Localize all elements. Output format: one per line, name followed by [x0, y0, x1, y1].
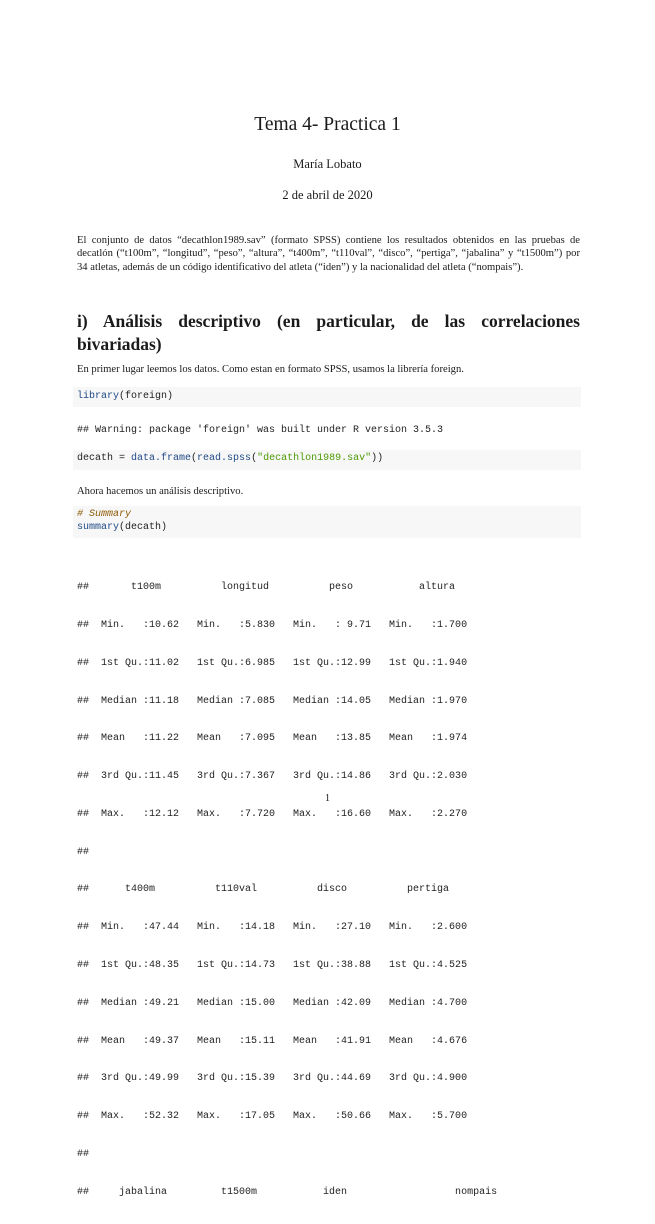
read-data-paragraph: En primer lugar leemos los datos. Como estan en formato SPSS, usamos la librería foreign.	[77, 364, 464, 375]
code-function: read.spss	[197, 453, 252, 464]
output-line: ## Mean :11.22 Mean :7.095 Mean :13.85 Mean :1.974	[77, 733, 480, 745]
document-title: Tema 4- Practica 1	[254, 114, 401, 135]
code-block-read: decath = data.frame(read.spss("decathlon1989.sav"))	[73, 450, 581, 470]
code-block-library	[73, 387, 581, 407]
code-assign: decath =	[77, 453, 132, 464]
code-argument: (foreign)	[119, 391, 174, 402]
page-number: 1	[324, 793, 331, 804]
code-function: library	[77, 391, 120, 402]
document-author: María Lobato	[293, 157, 362, 171]
code-argument: (decath)	[119, 521, 168, 533]
output-line: ##	[77, 846, 480, 858]
warning-output: ## Warning: package 'foreign' was built under R version 3.5.3	[77, 425, 444, 436]
code-block-summary	[73, 506, 581, 538]
output-line: ## 3rd Qu.:11.45 3rd Qu.:7.367 3rd Qu.:14.86 3rd Qu.:2.030	[77, 771, 480, 783]
output-line: ## 1st Qu.:11.02 1st Qu.:6.985 1st Qu.:12.99 1st Qu.:1.940	[77, 657, 480, 669]
output-line: ## jabalina t1500m iden nompais	[77, 1186, 516, 1198]
output-line: ## t400m t110val disco pertiga	[77, 884, 480, 896]
section-heading: i) Análisis descriptivo (en particular, de las correlaciones bivariadas)	[77, 311, 580, 354]
output-line: ## Median :49.21 Median :15.00 Median :42.09 Median :4.700	[77, 997, 480, 1009]
analysis-paragraph: Ahora hacemos un análisis descriptivo.	[77, 486, 244, 497]
output-line: ## Max. :52.32 Max. :17.05 Max. :50.66 Max. :5.700	[77, 1111, 480, 1123]
output-line: ##	[77, 1148, 480, 1160]
output-line: ## 3rd Qu.:49.99 3rd Qu.:15.39 3rd Qu.:44.69 3rd Qu.:4.900	[77, 1073, 480, 1085]
output-line: ## 1st Qu.:48.35 1st Qu.:14.73 1st Qu.:38.88 1st Qu.:4.525	[77, 960, 480, 971]
output-line: ## Min. :47.44 Min. :14.18 Min. :27.10 Min. :2.600	[77, 922, 480, 934]
document-date: 2 de abril de 2020	[282, 188, 373, 202]
intro-paragraph: El conjunto de datos “decathlon1989.sav” (formato SPSS) contiene los resultados obtenidos en las pruebas de decatlón (“t100m”, “longitud”, “peso”, “altura”, “t400m”, “t110val”, “disco”, “pertiga”, “jabalina” y “t1500m”) por 34 atletas, además de un código identificativo del atleta (“iden”) y la nacionalidad del atleta (“nompais”).	[77, 235, 580, 273]
code-function: summary	[77, 521, 120, 533]
output-line: ## Mean :49.37 Mean :15.11 Mean :41.91 Mean :4.676	[77, 1035, 480, 1047]
code-function: data.frame	[131, 453, 192, 464]
output-line: ## Max. :12.12 Max. :7.720 Max. :16.60 Max. :2.270	[77, 808, 480, 820]
code-string: "decathlon1989.sav"	[257, 453, 372, 464]
output-line: ## Min. :10.62 Min. :5.830 Min. : 9.71 Min. :1.700	[77, 619, 480, 631]
output-line: ## Median :11.18 Median :7.085 Median :14.05 Median :1.970	[77, 695, 480, 707]
output-line: ## t100m longitud peso altura	[77, 582, 486, 594]
code-comment: # Summary	[77, 509, 132, 520]
summary-output	[77, 557, 515, 1224]
